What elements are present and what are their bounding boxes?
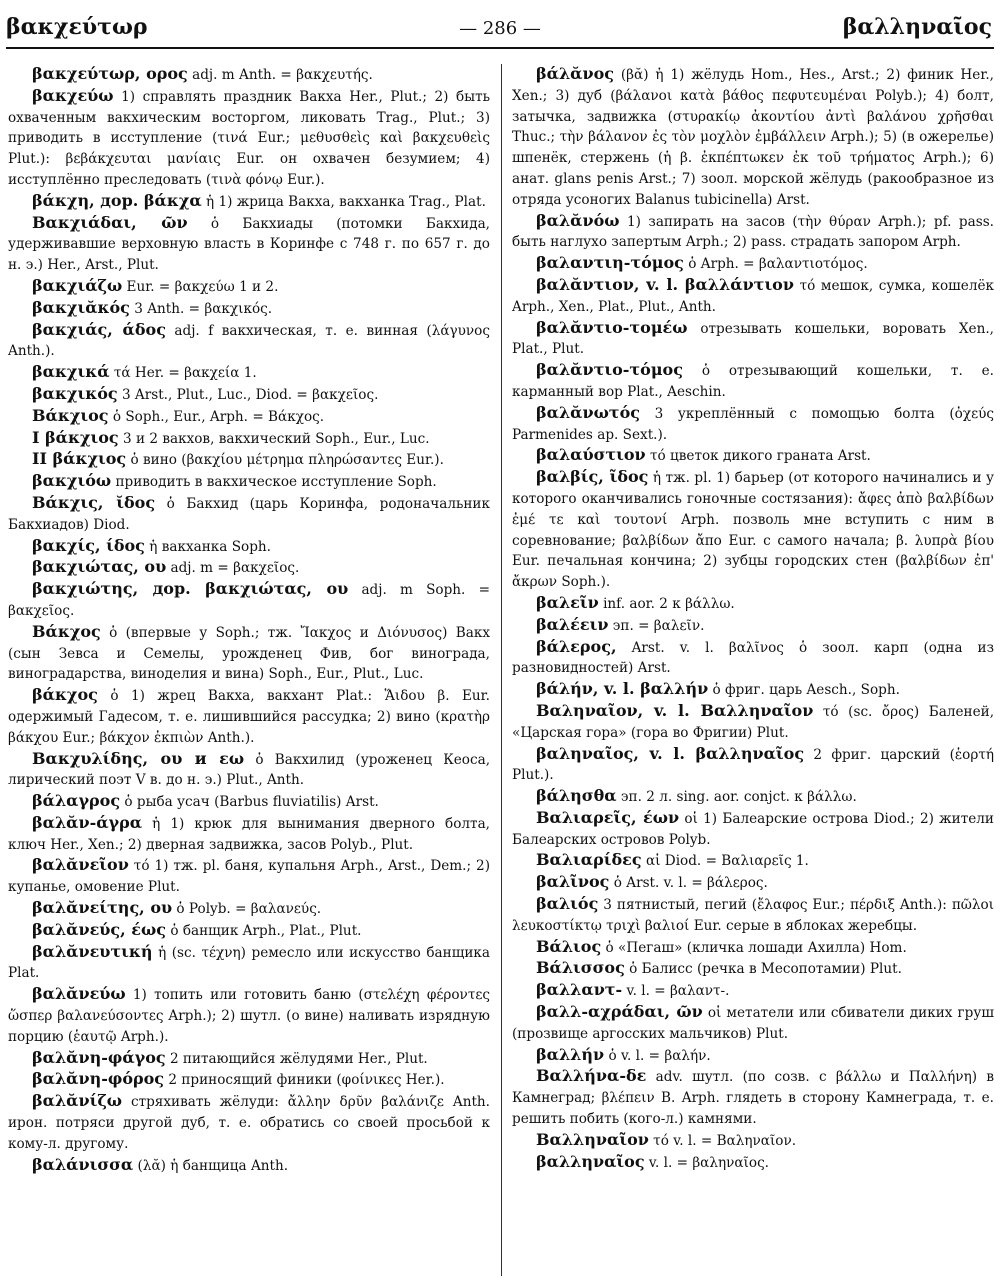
entry-definition: 3 Anth. = βακχικός. [134,300,273,317]
entry-definition: ἡ вакханка Soph. [149,538,271,555]
dictionary-entry [8,1155,490,1177]
dictionary-entry [512,64,994,211]
entry-definition: стряхивать жёлуди: ἄλλην δρῦν βαλάνιζε Anth. ирон. потряси другой дуб, т. е. обратись со своей просьбой к кому-л. другому. [8,1094,490,1152]
entry-definition: τό v. l. = Βαληναῖον. [653,1132,797,1149]
dictionary-entry [512,1130,994,1152]
dictionary-entry [512,679,994,701]
entry-definition: adj. f вакхическая, т. е. винная (λάγυνος Anth.). [8,322,490,360]
dictionary-entry [8,685,490,748]
entry-headword: II βάκχιος [32,449,127,469]
dictionary-entry [512,593,994,615]
entry-definition: ὁ отрезывающий кошельки, т. е. карманный вор Plat., Aeschin. [512,363,994,400]
entry-headword: Βάκχις, ῐδος [32,492,156,512]
entry-definition: inf. aor. 2 к βάλλω. [603,595,735,612]
entry-headword: Βαληναῖον, v. l. Βαλληναῖον [536,700,814,720]
entry-headword: βαλᾰνίζω [32,1091,123,1111]
entry-definition: ὁ 1) жрец Вакха, вакхант Plat.: Ἅιδου β. Eur. одержимый Гадесом, т. е. лишившийся рассудка; 2) вино (κρατὴρ βάκχου Eur.; βάκχον ἐκπιὼν Anth.). [8,688,490,746]
dictionary-entry [512,850,994,872]
entry-headword: βαλλαντ- [536,980,623,1000]
entry-headword: Βάλιος [536,936,602,956]
entry-headword: I βάκχιος [32,427,119,447]
entry-headword: βαλάνισσα [32,1154,134,1174]
entry-headword: βακχεύτωρ, ορος [32,64,188,83]
dictionary-entry [512,786,994,808]
running-head-left: βακχεύτωρ [6,14,148,40]
page-number: — 286 — [459,18,541,39]
dictionary-entry [8,64,490,86]
entry-headword: βαλλήν [536,1044,605,1064]
entry-definition: ἡ 1) крюк для вынимания дверного болта, ключ Her., Xen.; 2) дверная задвижка, засов Polyb., Plut. [8,815,490,853]
dictionary-entry [512,637,994,680]
entry-headword: βαλεῖν [536,592,599,612]
dictionary-entry [8,1091,490,1154]
dictionary-entry [512,937,994,959]
dictionary-entry [512,253,994,275]
entry-headword: βακχιάς, άδος [32,319,166,339]
dictionary-entry [8,1048,490,1070]
dictionary-entry [8,749,490,792]
dictionary-entry [512,1066,994,1129]
entry-headword: βάκχη, дор. βάκχα [32,190,202,210]
dictionary-entry [512,701,994,744]
dictionary-entry [8,898,490,920]
dictionary-entry [512,980,994,1002]
dictionary-entry [512,1002,994,1045]
entry-headword: βαλλ-αχράδαι, ῶν [536,1002,703,1022]
entry-headword: βαλᾰνεύς, έως [32,919,166,939]
dictionary-entry [8,855,490,898]
entry-headword: Βαλλήνα-δε [536,1066,647,1086]
entry-headword: βαλᾰντιο-τόμος [536,360,683,380]
entry-headword: βακχιώτας, ου [32,557,167,577]
dictionary-entry [512,1152,994,1174]
entry-definition: ὁ рыба усач (Barbus fluviatilis) Arst. [124,794,379,811]
running-head-right: βαλληναῖος [842,14,992,40]
entry-headword: βακχεύω [32,85,114,105]
dictionary-entry [8,362,490,384]
dictionary-entry [512,360,994,403]
entry-headword: βαλαύστιον [536,445,646,465]
header-rule [6,47,994,49]
entry-headword: βακχιάζω [32,275,123,295]
entry-definition: ὁ вино (βακχίου μέτρημα πληρώσαντες Eur.). [130,452,444,469]
dictionary-entry [8,791,490,813]
dictionary-entry [8,213,490,276]
entry-definition: ὁ Arph. = βαλαντιοτόμος. [688,256,868,273]
dictionary-entry [8,557,490,579]
dictionary-entry [8,449,490,471]
entry-definition: ὁ Polyb. = βαλανεύς. [176,901,322,918]
entry-definition: ὁ Вакхилид (уроженец Кеоса, лирический поэт V в. до н. э.) Plut., Anth. [8,751,491,789]
entry-headword: Βαλιαρίδες [536,850,642,870]
entry-headword: βακχιόω [32,471,112,491]
entry-headword: βαλαντιη-τόμος [536,253,684,273]
entry-definition: τά Her. = βακχεία 1. [113,365,257,382]
entry-headword: βαληναῖος, v. l. βαλληναῖος [536,743,805,763]
entry-definition: эп. 2 л. sing. aor. conjct. к βάλλω. [620,789,857,806]
entry-headword: βαλληναῖος [536,1151,645,1171]
entry-definition: οἱ 1) Балеарские острова Diod.; 2) жители Балеарских островов Polyb. [512,810,994,848]
dictionary-entry [512,445,994,467]
entry-definition: 1) справлять праздник Вакха Her., Plut.; 2) быть охваченным вакхическим восторгом, ликовать Trag., Plut.; 3) приводить в исступление (τινά Eur.; μεθυσθεὶς καὶ βακχευθεὶς Plut.): βεβάκχευται μανίαις Eur. он охвачен безумием; 4) исступлённо преследовать (τινὰ φόνῳ Eur.). [8,88,490,188]
entry-definition: ὁ Бакхид (царь Коринфа, родоначальник Бакхиадов) Diod. [8,495,490,533]
entry-headword: βακχίς, ίδος [32,535,145,555]
entry-definition: ὁ банщик Arph., Plat., Plut. [170,922,362,939]
entry-headword: βαλέειν [536,614,609,634]
entry-headword: βάκχος [32,685,98,705]
dictionary-entry [8,622,490,685]
entry-headword: Βαλιαρεῖς, έων [536,807,680,827]
dictionary-entry [512,872,994,894]
entry-headword: βαλᾰνωτός [536,402,640,422]
entry-definition: v. l. = βαλαντ-. [626,983,730,1000]
entry-definition: αἱ Diod. = Βαλιαρεῖς 1. [645,853,809,870]
dictionary-entry [512,275,994,318]
entry-definition: эп. = βαλεῖν. [612,617,705,634]
dictionary-entry [8,984,490,1047]
entry-headword: βακχιᾰκός [32,297,130,317]
entry-headword: Βαλληναῖον [536,1129,649,1149]
entry-definition: ἡ тж. pl. 1) барьер (от которого начинались и у которого оканчивались гоночные состязания): ἄφες ἀπὸ βαλβίδων ἐμέ τε καὶ τουτονί Arph. позволь мне вступить с ним в соревнование; βαλβίδων ἄπο Eur. с самого начала; β. λυπρὰ βίου Eur. печальная кончина; 2) зубцы городских стен (βαλβίδων ἐπ' ἄκρων Soph.). [512,470,994,591]
entry-headword: βαλᾰνευτική [32,941,153,961]
entry-headword: βαλᾰντιο-τομέω [536,317,688,337]
dictionary-entry [512,211,994,254]
entry-definition: adj. m = βακχεῖος. [170,560,300,577]
entry-headword: Βακχυλίδης, ου и εω [32,748,245,768]
column-divider [501,64,502,1276]
dictionary-entry [8,320,490,363]
entry-definition: 3 и 2 вакхов, вакхический Soph., Eur., Luc. [123,430,430,447]
entry-definition: 2 питающийся жёлудями Her., Plut. [169,1050,428,1067]
entry-definition: отрезывать кошельки, воровать Xen., Plat., Plut. [512,320,995,358]
dictionary-entry [512,403,994,446]
dictionary-entry [8,579,490,622]
entry-headword: βακχικά [32,362,110,382]
entry-definition: (βᾰ) ἡ 1) жёлудь Hom., Hes., Arst.; 2) финик Her., Xen.; 3) дуб (βάλανοι κατὰ βάθος πεφυτευμέναι Polyb.); 4) болт, затычка, задвижка (στυρακίῳ ἀκοντίου ἀντὶ βαλάνου χρῆσθαι Thuc.; τὴν βάλανον ἐς τὸν μοχλὸν ἐμβάλλειν Arph.); 5) (в ожерелье) шпенёк, стержень (ἡ β. ἐκπέπτωκεν ἐκ τοῦ τρήματος Arph.); 6) анат. glans penis Arst.; 7) зоол. морской жёлудь (ракообразное из отряда усоногих Balanus tubicinella) Arst. [512,67,994,208]
entry-definition: 3 Arst., Plut., Luc., Diod. = βακχεῖος. [121,386,379,403]
entry-headword: Βάκχος [32,621,101,641]
entry-definition: ὁ (впервые у Soph.; тж. Ἴακχος и Διόνυσος) Вакх (сын Зевса и Семелы, урожденец Фив, бог винограда, виноградарства, виноделия и вина) Soph., Eur., Plut., Luc. [8,624,490,683]
left-column [8,64,490,1176]
entry-definition: ἡ 1) жрица Вакха, вакханка Trag., Plat. [205,193,486,210]
entry-definition: ὁ «Пегаш» (кличка лошади Ахилла) Hom. [605,939,907,956]
entry-headword: Βακχιάδαι, ῶν [32,212,188,232]
entry-definition: приводить в вакхическое исступление Soph. [115,474,437,491]
entry-headword: βάλησθα [536,786,617,806]
entry-headword: βάλερος, [536,636,617,656]
entry-definition: adj. m Anth. = βακχευτής. [192,67,373,83]
dictionary-entry [8,813,490,856]
entry-definition: οἱ метатели или сбиватели диких груш (прозвище аргосских мальчиков) Plut. [512,1005,994,1042]
dictionary-entry [512,318,994,361]
dictionary-entry [512,467,994,593]
dictionary-entry [8,471,490,493]
entry-definition: τό мешок, сумка, кошелёк Arph., Xen., Plat., Plut., Anth. [512,277,994,315]
entry-definition: 1) топить или готовить баню (στελέχη φέροντες ὥσπερ βαλανεύσοντες Arph.); 2) шутл. (о вине) наливать изрядную порцию (ἑαυτῷ Arph.). [8,987,490,1045]
dictionary-entry [512,894,994,937]
page-header [0,10,1000,46]
entry-headword: βακχιώτης, дор. βακχιώτας, ου [32,579,349,599]
entry-headword: βακχικός [32,383,118,403]
entry-headword: βαλᾰνεῖον [32,855,129,875]
entry-definition: Eur. = βακχεύω 1 и 2. [126,278,279,295]
entry-definition: ὁ Arst. v. l. = βάλερος. [613,875,768,892]
entry-headword: βαλᾰνόω [536,210,620,230]
entry-headword: βαλᾰν-άγρα [32,812,143,832]
entry-headword: βαλβίς, ῖδος [536,467,649,487]
dictionary-entry [8,1069,490,1091]
entry-headword: βαλᾰνείτης, ου [32,898,173,918]
dictionary-entry [8,276,490,298]
dictionary-entry [8,493,490,536]
dictionary-entry [8,191,490,213]
dictionary-entry [512,615,994,637]
entry-headword: βαλᾰνη-φάγος [32,1047,166,1067]
entry-definition: τό цветок дикого граната Arst. [649,448,871,465]
entry-definition: τό (sc. ὄρος) Баленей, «Царская гора» (гора во Фригии) Plut. [512,703,995,741]
entry-definition: τό 1) тж. pl. баня, купальня Arph., Arst., Dem.; 2) купанье, омовение Plut. [8,858,490,896]
entry-definition: adj. m Soph. = βακχεῖος. [8,582,490,619]
dictionary-entry [8,406,490,428]
dictionary-entry [512,808,994,851]
entry-definition: adv. шутл. (по созв. с βάλλω и Παλλήνη) в Камнеград; βλέπειν Β. Arph. глядеть в сторону Камнеграда, т. е. решить побить (кого-л.) камнями. [512,1069,994,1128]
entry-definition: 3 пятнистый, пегий (ἔλαφος Eur.; πέρδιξ Anth.): πῶλοι λευκοστίκτῳ τριχὶ βαλιοί Eur. серые в яблоках жеребцы. [512,897,994,934]
dictionary-entry [512,744,994,787]
entry-headword: βαλᾰντιον, v. l. βαλλάντιον [536,274,794,294]
dictionary-entry [8,86,490,191]
right-column [512,64,994,1173]
entry-headword: βαλιός [536,894,599,914]
entry-headword: βαλῖνος [536,872,610,892]
entry-definition: 3 укреплённый с помощью болта (ὀχεύς Parmenides ap. Sext.). [512,405,994,443]
dictionary-entry [8,920,490,942]
entry-definition: ὁ Балисс (речка в Месопотамии) Plut. [629,961,902,978]
entry-definition: ὁ v. l. = βαλήν. [608,1047,711,1064]
entry-definition: v. l. = βαληναῖος. [648,1154,770,1171]
entry-headword: Βάκχιος [32,405,109,425]
entry-definition: ὁ Бакхиады (потомки Бакхида, удерживавшие верховную власть в Коринфе с 748 г. по 657 г. до н. э.) Her., Arst., Plut. [8,215,490,274]
entry-definition: ὁ фриг. царь Aesch., Soph. [712,682,900,699]
dictionary-entry [8,384,490,406]
entry-definition: 1) запирать на засов (τὴν θύραν Arph.); pf. pass. быть наглухо запертым Arph.; 2) pass. страдать запором Arph. [512,213,994,251]
entry-definition: 2 фриг. царский (ἑορτή Plut.). [512,746,995,784]
entry-headword: βαλᾰνεύω [32,984,126,1004]
entry-headword: βάλήν, v. l. βαλλήν [536,679,709,699]
entry-headword: βάλᾰνος [536,64,614,83]
entry-headword: Βάλισσος [536,958,625,978]
entry-definition: (λᾰ) ἡ банщица Anth. [137,1157,289,1174]
dictionary-entry [8,428,490,450]
dictionary-entry [8,942,490,985]
entry-definition: ἡ (sc. τέχνη) ремесло или искусство банщика Plat. [8,944,491,982]
dictionary-entry [8,298,490,320]
entry-definition: 2 приносящий финики (φοίνικες Her.). [168,1072,445,1089]
dictionary-entry [512,1045,994,1067]
entry-definition: ὁ Soph., Eur., Arph. = Βάκχος. [112,408,325,425]
dictionary-entry [8,536,490,558]
entry-headword: βαλᾰνη-φόρος [32,1069,165,1089]
entry-headword: βάλαγρος [32,791,121,811]
dictionary-entry [512,958,994,980]
entry-definition: Arst. v. l. βαλῖνος ὁ зоол. карп (одна из разновидностей) Arst. [512,639,994,677]
